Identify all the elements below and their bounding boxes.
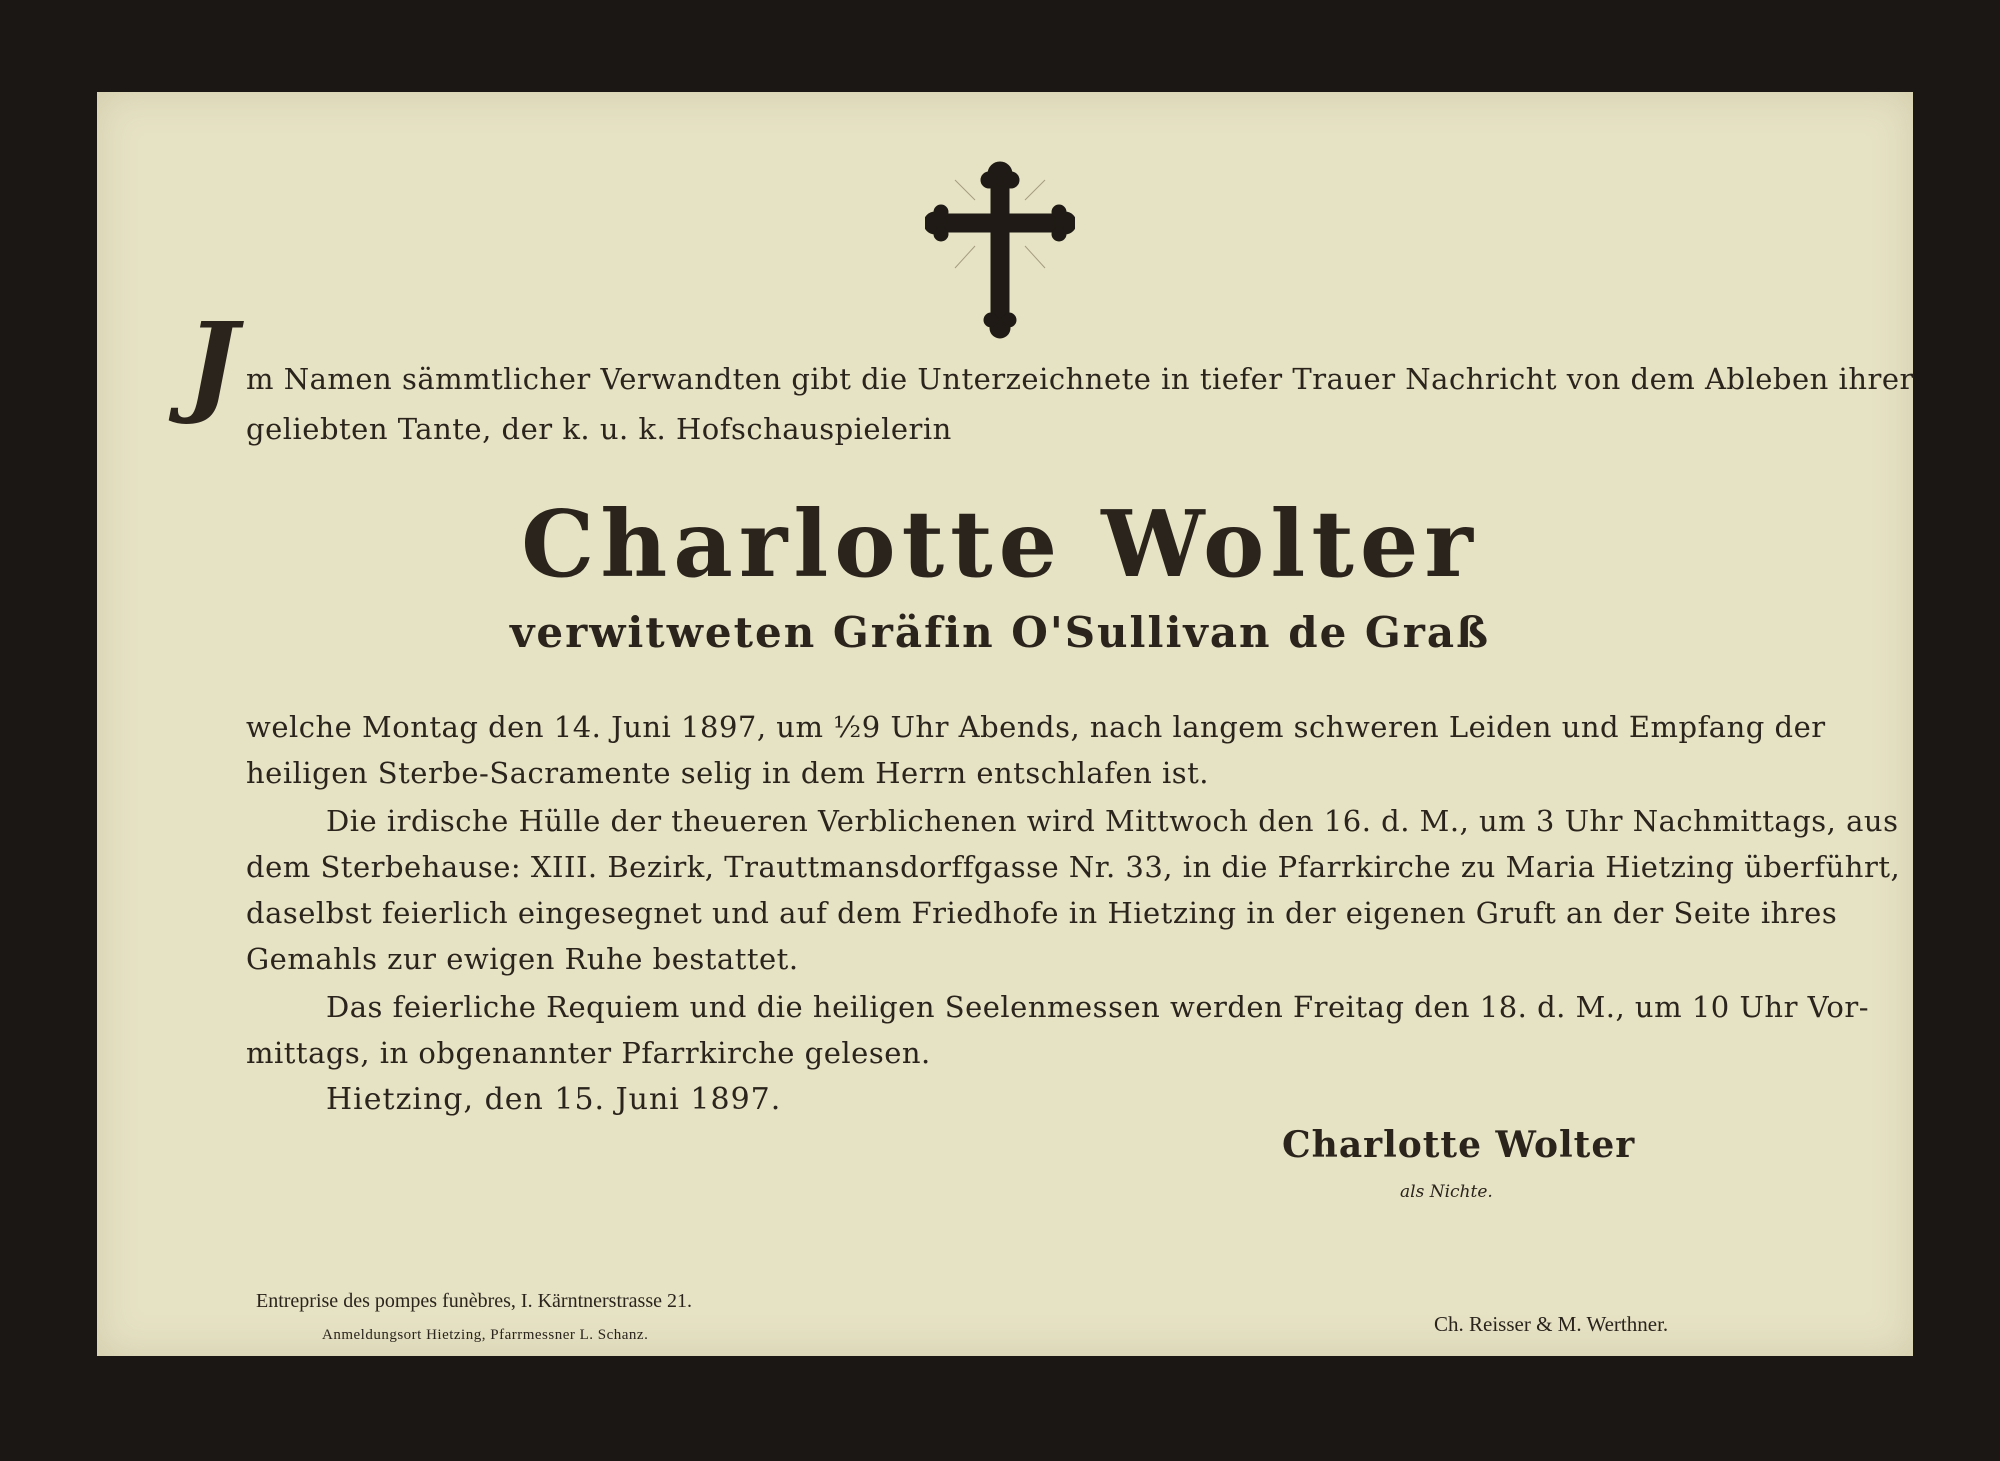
paragraph-2-line-3: daselbst feierlich eingesegnet und auf dem Friedhofe in Hietzing in der eigenen Gruft an der Seite ihres: [246, 896, 1838, 930]
intro-line-2: geliebten Tante, der k. u. k. Hofschauspielerin: [246, 412, 952, 446]
deceased-title: verwitweten Gräfin O'Sullivan de Graß: [509, 608, 1491, 657]
paragraph-2-line-4: Gemahls zur ewigen Ruhe bestattet.: [246, 942, 799, 976]
paragraph-2-line-1: Die irdische Hülle der theueren Verblichenen wird Mittwoch den 16. d. M., um 3 Uhr Nachmittags, aus: [326, 804, 1899, 838]
paragraph-3-line-2: mittags, in obgenannter Pfarrkirche gelesen.: [246, 1036, 931, 1070]
deceased-name: Charlotte Wolter: [521, 490, 1479, 598]
undertaker-line: Entreprise des pompes funèbres, I. Kärntnerstrasse 21.: [256, 1290, 692, 1312]
paragraph-3-line-1: Das feierliche Requiem und die heiligen Seelenmessen werden Freitag den 18. d. M., um 10 Uhr Vor-: [326, 990, 1870, 1024]
printer-line: Ch. Reisser & M. Werthner.: [1434, 1312, 1669, 1336]
cross-icon: [925, 160, 1075, 340]
place-and-date: Hietzing, den 15. Juni 1897.: [326, 1082, 782, 1117]
registration-line: Anmeldungsort Hietzing, Pfarrmessner L. Schanz.: [322, 1327, 649, 1343]
dropcap-letter: J: [186, 298, 239, 427]
paragraph-1-line-1: welche Montag den 14. Juni 1897, um ½9 Uhr Abends, nach langem schweren Leiden und Empfang der: [246, 710, 1826, 744]
paragraph-1-line-2: heiligen Sterbe-Sacramente selig in dem Herrn entschlafen ist.: [246, 756, 1210, 790]
intro-line-1: m Namen sämmtlicher Verwandten gibt die Unterzeichnete in tiefer Trauer Nachricht von dem Ableben ihrer: [246, 362, 1914, 396]
paragraph-2-line-2: dem Sterbehause: XIII. Bezirk, Trauttmansdorffgasse Nr. 33, in die Pfarrkirche zu Maria Hietzing überführt,: [246, 850, 1901, 884]
signature-name: Charlotte Wolter: [1282, 1124, 1636, 1166]
signature-role: als Nichte.: [1400, 1182, 1493, 1202]
